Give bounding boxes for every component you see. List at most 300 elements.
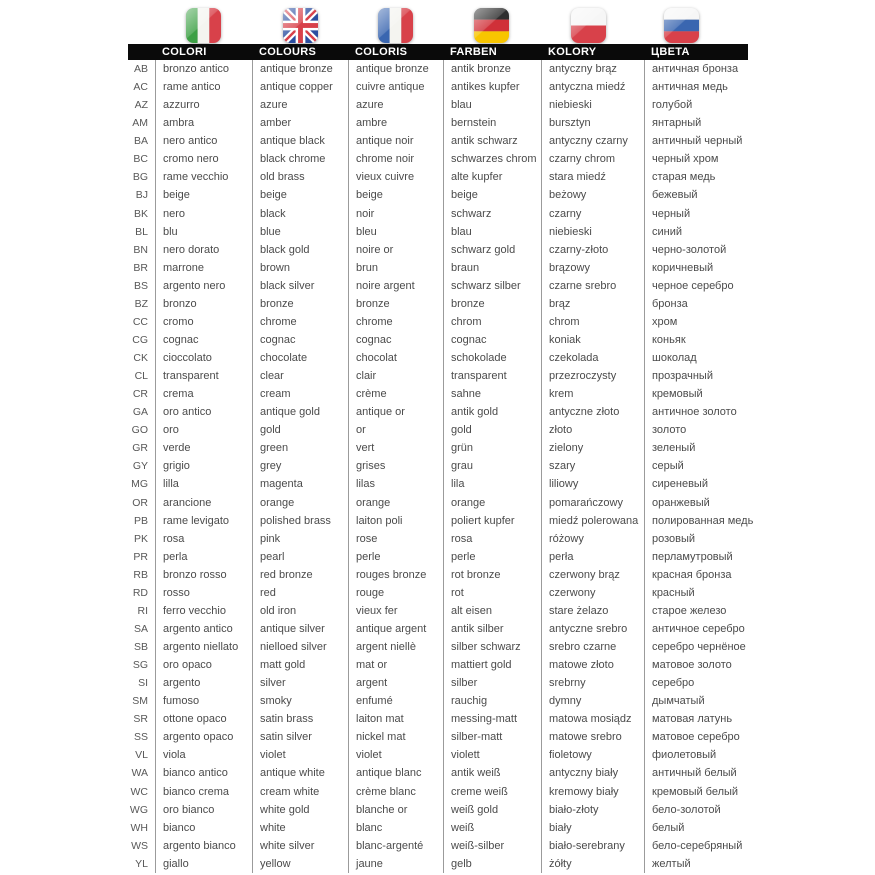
cell-it: bianco crema: [155, 783, 252, 801]
cell-code: RD: [132, 586, 148, 599]
table-row: [128, 674, 875, 692]
cell-code: CR: [132, 388, 148, 401]
cell-de: antik weiß: [443, 764, 541, 782]
table-row: [128, 530, 875, 548]
cell-it: azzurro: [155, 96, 252, 114]
cell-it: blu: [155, 223, 252, 241]
table-row: [128, 475, 875, 493]
cell-ru: серебро чернёное: [644, 638, 875, 656]
table-row: [128, 548, 875, 566]
cell-en: magenta: [252, 475, 348, 493]
cell-de: perle: [443, 548, 541, 566]
cell-pl: przezroczysty: [541, 367, 644, 385]
cell-fr: noire or: [348, 241, 443, 259]
cell-en: antique bronze: [252, 60, 348, 78]
cell-it: cioccolato: [155, 349, 252, 367]
cell-pl: czarny-złoto: [541, 241, 644, 259]
cell-pl: żółty: [541, 855, 644, 873]
cell-ru: матовая латунь: [644, 710, 875, 728]
table-row: [128, 494, 875, 512]
cell-pl: stara miedź: [541, 168, 644, 186]
table-row: [128, 584, 875, 602]
cell-pl: biały: [541, 819, 644, 837]
cell-de: antik gold: [443, 403, 541, 421]
cell-de: chrom: [443, 313, 541, 331]
cell-ru: янтарный: [644, 114, 875, 132]
cell-it: ambra: [155, 114, 252, 132]
cell-pl: koniak: [541, 331, 644, 349]
cell-code: GO: [131, 424, 148, 437]
table-row: [128, 819, 875, 837]
cell-de: cognac: [443, 331, 541, 349]
cell-pl: antyczny czarny: [541, 132, 644, 150]
cell-pl: brąz: [541, 295, 644, 313]
table-row: [128, 638, 875, 656]
cell-fr: nickel mat: [348, 728, 443, 746]
cell-fr: rouge: [348, 584, 443, 602]
cell-it: bianco: [155, 819, 252, 837]
cell-en: antique black: [252, 132, 348, 150]
cell-it: argento niellato: [155, 638, 252, 656]
cell-pl: antyczne złoto: [541, 403, 644, 421]
cell-de: silber: [443, 674, 541, 692]
cell-it: oro: [155, 421, 252, 439]
table-row: [128, 421, 875, 439]
cell-code: GY: [132, 460, 148, 473]
table-row: [128, 385, 875, 403]
cell-code: RI: [137, 604, 148, 617]
cell-ru: матовое серебро: [644, 728, 875, 746]
table-row: [128, 783, 875, 801]
cell-fr: antique blanc: [348, 764, 443, 782]
cell-pl: czarny chrom: [541, 150, 644, 168]
cell-fr: rouges bronze: [348, 566, 443, 584]
table-row: [128, 457, 875, 475]
cell-ru: черный: [644, 205, 875, 223]
cell-en: orange: [252, 494, 348, 512]
cell-code: BG: [132, 171, 148, 184]
cell-ru: черный хром: [644, 150, 875, 168]
cell-code: WS: [131, 839, 148, 852]
cell-pl: biało-złoty: [541, 801, 644, 819]
cell-code: PB: [133, 514, 148, 527]
cell-pl: antyczna miedź: [541, 78, 644, 96]
flag-italy-icon: [186, 8, 221, 43]
cell-fr: rose: [348, 530, 443, 548]
cell-it: grigio: [155, 457, 252, 475]
cell-de: schwarz silber: [443, 277, 541, 295]
cell-pl: matowe srebro: [541, 728, 644, 746]
cell-code: SR: [133, 713, 148, 726]
cell-it: oro bianco: [155, 801, 252, 819]
column-header-kolory: KOLORY: [548, 46, 597, 58]
table-row: [128, 367, 875, 385]
cell-code: CK: [133, 352, 148, 364]
cell-en: grey: [252, 457, 348, 475]
cell-de: gold: [443, 421, 541, 439]
cell-en: matt gold: [252, 656, 348, 674]
table-row: [128, 656, 875, 674]
cell-de: messing-matt: [443, 710, 541, 728]
cell-en: red bronze: [252, 566, 348, 584]
table-row: [128, 186, 875, 204]
cell-it: argento bianco: [155, 837, 252, 855]
cell-fr: vieux cuivre: [348, 168, 443, 186]
cell-pl: brązowy: [541, 259, 644, 277]
table-header: [128, 44, 875, 60]
cell-en: brown: [252, 259, 348, 277]
cell-it: cromo: [155, 313, 252, 331]
cell-it: argento nero: [155, 277, 252, 295]
cell-it: crema: [155, 385, 252, 403]
cell-code: SM: [132, 695, 148, 708]
cell-fr: argent niellè: [348, 638, 443, 656]
cell-code: SG: [132, 659, 148, 672]
cell-en: chocolate: [252, 349, 348, 367]
cell-it: nero: [155, 205, 252, 223]
table-row: [128, 855, 875, 873]
cell-it: rame levigato: [155, 512, 252, 530]
cell-ru: синий: [644, 223, 875, 241]
cell-pl: krem: [541, 385, 644, 403]
cell-de: grün: [443, 439, 541, 457]
cell-en: satin silver: [252, 728, 348, 746]
cell-fr: violet: [348, 746, 443, 764]
table-row: [128, 331, 875, 349]
table-row: [128, 439, 875, 457]
cell-de: alte kupfer: [443, 168, 541, 186]
cell-en: black gold: [252, 241, 348, 259]
cell-ru: прозрачный: [644, 367, 875, 385]
cell-it: rame vecchio: [155, 168, 252, 186]
cell-it: argento: [155, 674, 252, 692]
cell-pl: pomarańczowy: [541, 494, 644, 512]
cell-fr: blanche or: [348, 801, 443, 819]
cell-code: PR: [133, 550, 148, 563]
cell-de: weiß: [443, 819, 541, 837]
table-body: [128, 60, 875, 873]
table-row: [128, 764, 875, 782]
table-row: [128, 403, 875, 421]
cell-en: cream white: [252, 783, 348, 801]
cell-ru: шоколад: [644, 349, 875, 367]
cell-ru: коричневый: [644, 259, 875, 277]
cell-fr: jaune: [348, 855, 443, 873]
cell-code: SB: [133, 641, 148, 653]
cell-ru: коньяк: [644, 331, 875, 349]
cell-code: YL: [135, 857, 148, 870]
cell-de: blau: [443, 223, 541, 241]
cell-code: AB: [133, 63, 148, 75]
cell-en: black chrome: [252, 150, 348, 168]
cell-ru: бело-золотой: [644, 801, 875, 819]
cell-it: oro opaco: [155, 656, 252, 674]
cell-pl: miedź polerowana: [541, 512, 644, 530]
cell-code: BA: [133, 135, 148, 148]
cell-de: violett: [443, 746, 541, 764]
cell-it: beige: [155, 186, 252, 204]
cell-pl: czarne srebro: [541, 277, 644, 295]
cell-ru: старое железо: [644, 602, 875, 620]
cell-code: WA: [131, 767, 148, 780]
cell-it: argento opaco: [155, 728, 252, 746]
cell-de: gelb: [443, 855, 541, 873]
cell-ru: дымчатый: [644, 692, 875, 710]
flag-poland-icon: [571, 8, 606, 43]
cell-ru: кремовый: [644, 385, 875, 403]
cell-en: antique gold: [252, 403, 348, 421]
cell-ru: зеленый: [644, 439, 875, 457]
flag-russia-icon: [664, 8, 699, 43]
cell-pl: fioletowy: [541, 746, 644, 764]
cell-de: rot: [443, 584, 541, 602]
cell-ru: античное серебро: [644, 620, 875, 638]
cell-ru: белый: [644, 819, 875, 837]
cell-code: AC: [133, 81, 148, 94]
table-row: [128, 512, 875, 530]
cell-code: CC: [132, 315, 148, 328]
cell-fr: noire argent: [348, 277, 443, 295]
cell-en: gold: [252, 421, 348, 439]
cell-en: smoky: [252, 692, 348, 710]
cell-it: cromo nero: [155, 150, 252, 168]
cell-ru: бело-серебряный: [644, 837, 875, 855]
cell-ru: розовый: [644, 530, 875, 548]
cell-fr: antique noir: [348, 132, 443, 150]
cell-it: oro antico: [155, 403, 252, 421]
cell-pl: liliowy: [541, 475, 644, 493]
cell-ru: красный: [644, 584, 875, 602]
column-header-colori: COLORI: [162, 46, 207, 58]
cell-de: poliert kupfer: [443, 512, 541, 530]
cell-code: BK: [133, 207, 148, 220]
cell-ru: хром: [644, 313, 875, 331]
cell-en: satin brass: [252, 710, 348, 728]
cell-fr: mat or: [348, 656, 443, 674]
cell-de: rosa: [443, 530, 541, 548]
table-row: [128, 132, 875, 150]
cell-fr: antique bronze: [348, 60, 443, 78]
table-row: [128, 728, 875, 746]
cell-en: amber: [252, 114, 348, 132]
cell-de: grau: [443, 457, 541, 475]
table-row: [128, 223, 875, 241]
cell-code: AZ: [134, 99, 148, 112]
cell-pl: niebieski: [541, 96, 644, 114]
cell-ru: античная бронза: [644, 60, 875, 78]
cell-en: bronze: [252, 295, 348, 313]
cell-pl: czerwony: [541, 584, 644, 602]
cell-it: argento antico: [155, 620, 252, 638]
cell-ru: голубой: [644, 96, 875, 114]
cell-fr: enfumé: [348, 692, 443, 710]
cell-code: PK: [133, 532, 148, 545]
cell-fr: antique argent: [348, 620, 443, 638]
cell-pl: szary: [541, 457, 644, 475]
cell-en: pearl: [252, 548, 348, 566]
cell-pl: czekolada: [541, 349, 644, 367]
cell-ru: старая медь: [644, 168, 875, 186]
cell-de: mattiert gold: [443, 656, 541, 674]
cell-ru: фиолетовый: [644, 746, 875, 764]
cell-pl: bursztyn: [541, 114, 644, 132]
table-row: [128, 692, 875, 710]
cell-de: lila: [443, 475, 541, 493]
cell-ru: сиреневый: [644, 475, 875, 493]
cell-code: RB: [133, 568, 148, 581]
cell-pl: zielony: [541, 439, 644, 457]
cell-fr: or: [348, 421, 443, 439]
cell-fr: laiton mat: [348, 710, 443, 728]
cell-de: orange: [443, 494, 541, 512]
cell-it: bronzo rosso: [155, 566, 252, 584]
cell-fr: perle: [348, 548, 443, 566]
flags-row: [128, 8, 875, 44]
table-row: [128, 168, 875, 186]
cell-fr: clair: [348, 367, 443, 385]
cell-code: BN: [133, 243, 148, 256]
cell-ru: полированная медь: [644, 512, 875, 530]
cell-pl: chrom: [541, 313, 644, 331]
cell-ru: бежевый: [644, 186, 875, 204]
cell-de: braun: [443, 259, 541, 277]
cell-code: SS: [133, 731, 148, 744]
cell-it: bronzo antico: [155, 60, 252, 78]
flag-united-kingdom-icon: [283, 8, 318, 43]
cell-en: clear: [252, 367, 348, 385]
cell-de: alt eisen: [443, 602, 541, 620]
cell-de: silber-matt: [443, 728, 541, 746]
cell-en: pink: [252, 530, 348, 548]
cell-de: schwarz gold: [443, 241, 541, 259]
color-table: [128, 8, 875, 873]
table-row: [128, 114, 875, 132]
cell-code: CG: [132, 333, 148, 346]
cell-en: beige: [252, 186, 348, 204]
cell-code: GA: [132, 406, 148, 419]
cell-de: blau: [443, 96, 541, 114]
cell-en: silver: [252, 674, 348, 692]
cell-de: transparent: [443, 367, 541, 385]
cell-en: nielloed silver: [252, 638, 348, 656]
cell-code: OR: [132, 496, 148, 509]
cell-de: antikes kupfer: [443, 78, 541, 96]
cell-code: AM: [132, 117, 148, 130]
cell-en: black: [252, 205, 348, 223]
cell-it: bianco antico: [155, 764, 252, 782]
table-row: [128, 60, 875, 78]
cell-pl: antyczny biały: [541, 764, 644, 782]
cell-fr: ambre: [348, 114, 443, 132]
cell-code: SI: [138, 677, 148, 690]
cell-de: antik schwarz: [443, 132, 541, 150]
cell-code: CL: [134, 370, 148, 383]
cell-de: bernstein: [443, 114, 541, 132]
cell-code: WG: [129, 803, 148, 816]
cell-it: giallo: [155, 855, 252, 873]
cell-it: nero antico: [155, 132, 252, 150]
cell-fr: beige: [348, 186, 443, 204]
cell-it: arancione: [155, 494, 252, 512]
cell-ru: золото: [644, 421, 875, 439]
cell-fr: vert: [348, 439, 443, 457]
cell-pl: matowa mosiądz: [541, 710, 644, 728]
table-row: [128, 566, 875, 584]
cell-pl: biało-serebrany: [541, 837, 644, 855]
cell-pl: srebro czarne: [541, 638, 644, 656]
cell-en: red: [252, 584, 348, 602]
cell-en: white: [252, 819, 348, 837]
cell-fr: argent: [348, 674, 443, 692]
cell-ru: черное серебро: [644, 277, 875, 295]
cell-code: BS: [133, 279, 148, 292]
table-row: [128, 277, 875, 295]
table-row: [128, 150, 875, 168]
cell-ru: оранжевый: [644, 494, 875, 512]
cell-fr: orange: [348, 494, 443, 512]
cell-fr: cognac: [348, 331, 443, 349]
cell-en: black silver: [252, 277, 348, 295]
cell-ru: серый: [644, 457, 875, 475]
cell-en: cream: [252, 385, 348, 403]
cell-it: rosso: [155, 584, 252, 602]
cell-ru: античная медь: [644, 78, 875, 96]
flag-germany-icon: [474, 8, 509, 43]
cell-pl: kremowy biały: [541, 783, 644, 801]
cell-de: weiß gold: [443, 801, 541, 819]
cell-code: BL: [135, 225, 148, 238]
cell-fr: cuivre antique: [348, 78, 443, 96]
cell-de: antik bronze: [443, 60, 541, 78]
cell-fr: noir: [348, 205, 443, 223]
cell-it: fumoso: [155, 692, 252, 710]
table-row: [128, 259, 875, 277]
cell-it: lilla: [155, 475, 252, 493]
cell-de: weiß-silber: [443, 837, 541, 855]
cell-ru: черно-золотой: [644, 241, 875, 259]
cell-fr: chocolat: [348, 349, 443, 367]
table-row: [128, 78, 875, 96]
table-row: [128, 602, 875, 620]
cell-ru: античный белый: [644, 764, 875, 782]
cell-code: VL: [135, 749, 148, 762]
cell-en: cognac: [252, 331, 348, 349]
cell-fr: crème blanc: [348, 783, 443, 801]
cell-it: rame antico: [155, 78, 252, 96]
cell-de: schokolade: [443, 349, 541, 367]
cell-fr: blanc: [348, 819, 443, 837]
column-header-colours: COLOURS: [259, 46, 317, 58]
cell-en: violet: [252, 746, 348, 764]
cell-pl: srebrny: [541, 674, 644, 692]
cell-pl: czerwony brąz: [541, 566, 644, 584]
cell-ru: желтый: [644, 855, 875, 873]
cell-code: WC: [130, 785, 148, 798]
cell-ru: античный черный: [644, 132, 875, 150]
cell-en: old brass: [252, 168, 348, 186]
cell-de: rot bronze: [443, 566, 541, 584]
flag-france-icon: [378, 8, 413, 43]
cell-pl: beżowy: [541, 186, 644, 204]
cell-en: green: [252, 439, 348, 457]
cell-pl: czarny: [541, 205, 644, 223]
cell-de: antik silber: [443, 620, 541, 638]
cell-ru: перламутровый: [644, 548, 875, 566]
cell-it: nero dorato: [155, 241, 252, 259]
cell-pl: złoto: [541, 421, 644, 439]
cell-en: yellow: [252, 855, 348, 873]
cell-it: bronzo: [155, 295, 252, 313]
